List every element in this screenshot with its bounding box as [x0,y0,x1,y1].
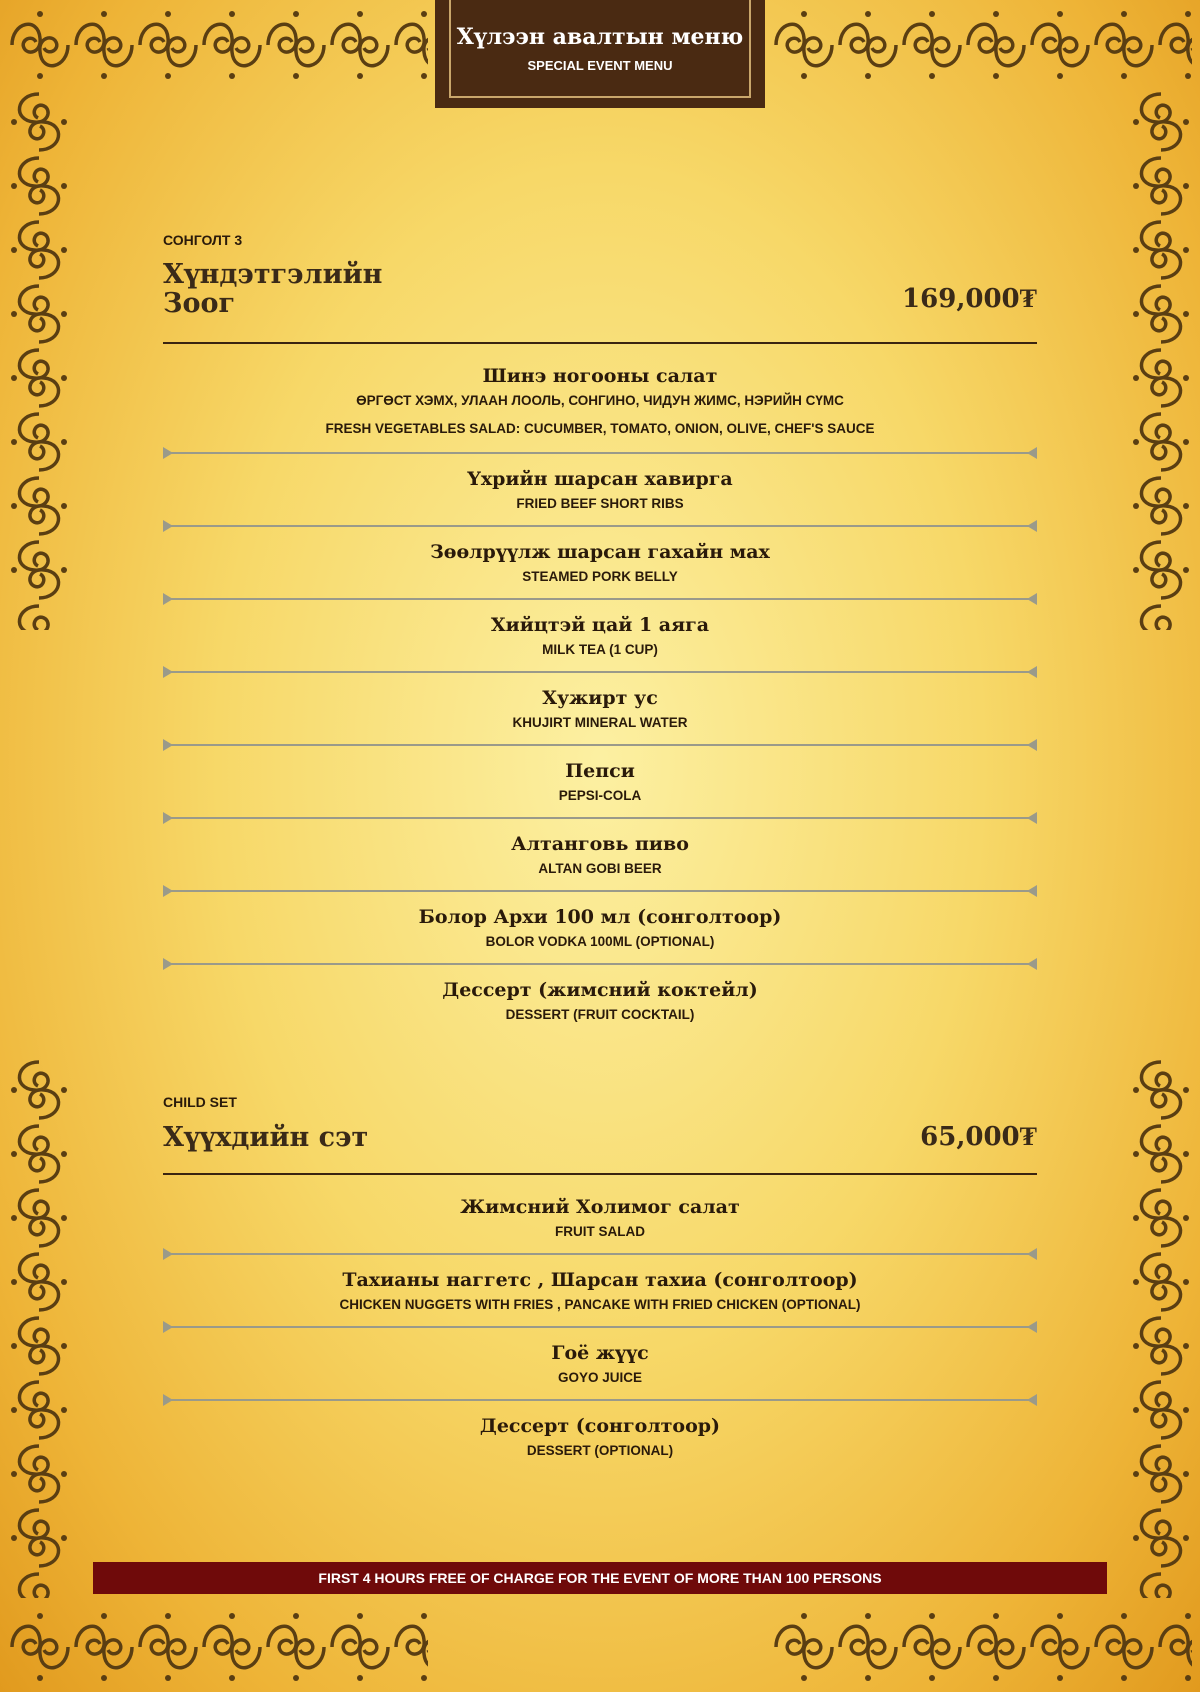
menu-item [163,686,1037,732]
menu-title: Хүлээн авалтын меню [456,23,744,50]
item-desc: FRIED BEEF SHORT RIBS [516,496,684,511]
menu-item [163,1268,1037,1314]
item-name: Дессерт (сонголтоор) [479,1415,721,1437]
menu-item [163,364,1037,438]
item-name: Болор Архи 100 мл (сонголтоор) [418,906,782,928]
section-title: Хүүхдийн сэт [163,1122,369,1153]
item-name: Зөөлрүүлж шарсан гахайн мах [430,541,770,563]
item-name: Пепси [565,760,635,782]
item-name: Гоё жүүс [551,1342,649,1364]
item-name: Дессерт (жимсний коктейл) [442,979,758,1001]
item-name: Жимсний Холимог салат [460,1196,740,1218]
section-price: 65,000₮ [920,1122,1037,1152]
menu-item [163,1195,1037,1241]
item-desc: FRUIT SALAD [555,1224,645,1239]
item-desc: GOYO JUICE [557,1370,643,1385]
menu-subtitle: SPECIAL EVENT MENU [527,57,673,73]
ornament-left-bottom [8,1058,70,1598]
footer-banner [93,1562,1107,1594]
item-desc: DESSERT (OPTIONAL) [526,1443,674,1458]
item-name: Хужирт ус [542,687,658,709]
ornament-right-bottom [1130,1058,1192,1598]
section-label: CHILD SET [163,1094,237,1110]
footer-text: FIRST 4 HOURS FREE OF CHARGE FOR THE EVENT OF MORE THAN 100 PERSONS [318,1570,882,1586]
section-price: 169,000₮ [902,284,1037,314]
item-divider [163,739,1037,751]
item-divider [163,1394,1037,1406]
item-divider [163,447,1037,459]
menu-header [435,0,765,108]
item-name: Шинэ ногооны салат [482,365,718,387]
section-rule [163,1173,1037,1175]
menu-item [163,759,1037,805]
item-desc: PEPSI-COLA [558,788,642,803]
menu-item [163,467,1037,513]
item-name: Тахианы наггетс , Шарсан тахиа (сонголтоор) [342,1269,858,1291]
menu-item [163,1414,1037,1460]
item-desc: MILK TEA (1 CUP) [542,642,658,657]
item-divider [163,812,1037,824]
ornament-left-top [8,90,70,630]
item-name: Алтанговь пиво [511,833,689,855]
item-desc: DESSERT (FRUIT COCKTAIL) [505,1007,695,1022]
ornament-bottom-right [772,1608,1192,1686]
item-desc: ӨРГӨСТ ХЭМХ, УЛААН ЛООЛЬ, СОНГИНО, ЧИДУН ЖИМС, НЭРИЙН СҮМС [356,393,844,408]
item-divider [163,885,1037,897]
section-title: Хүндэтгэлийн Зоог [163,259,383,319]
section-honor-feast [163,232,1037,1024]
menu-item [163,978,1037,1024]
section-child-set [163,1094,1037,1460]
item-desc: ALTAN GOBI BEER [538,861,662,876]
item-divider [163,1321,1037,1333]
item-divider [163,666,1037,678]
item-divider [163,520,1037,532]
item-desc-english: FRESH VEGETABLES SALAD: CUCUMBER, TOMATO, ONION, OLIVE, CHEF'S SAUCE [325,421,875,436]
menu-item [163,832,1037,878]
ornament-bottom-left [8,1608,428,1686]
menu-item [163,613,1037,659]
item-divider [163,958,1037,970]
item-divider [163,593,1037,605]
item-desc: CHICKEN NUGGETS WITH FRIES , PANCAKE WITH FRIED CHICKEN (OPTIONAL) [339,1297,861,1312]
ornament-right-top [1130,90,1192,630]
item-divider [163,1248,1037,1260]
menu-item [163,540,1037,586]
section-label: СОНГОЛТ 3 [163,232,243,248]
section-rule [163,342,1037,344]
menu-item [163,1341,1037,1387]
item-desc: KHUJIRT MINERAL WATER [512,715,688,730]
ornament-top-left [8,6,428,84]
menu-item [163,905,1037,951]
item-desc: BOLOR VODKA 100ML (OPTIONAL) [485,934,715,949]
item-desc: STEAMED PORK BELLY [522,569,678,584]
ornament-top-right [772,6,1192,84]
item-name: Хийцтэй цай 1 аяга [490,614,710,636]
item-name: Үхрийн шарсан хавирга [467,468,733,490]
